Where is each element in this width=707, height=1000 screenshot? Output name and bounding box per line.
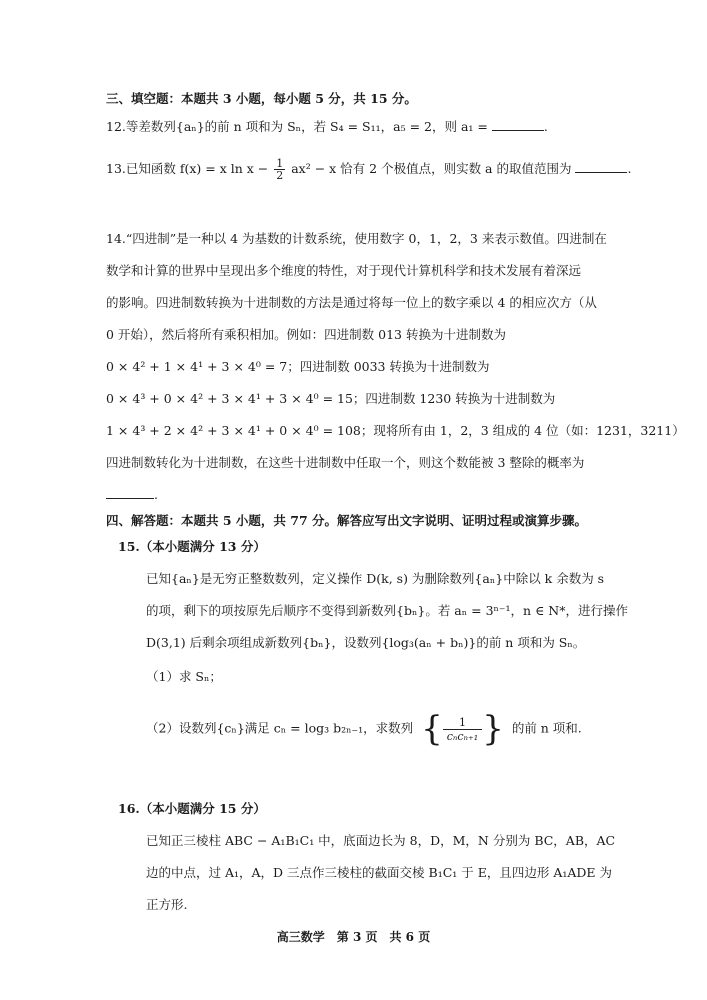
question-15-line-3: D(3,1) 后剩余项组成新数列{bₙ}，设数列{log₃(aₙ + bₙ)}的前 n 项和为 Sₙ。 xyxy=(146,635,586,650)
question-16-line-3: 正方形. xyxy=(146,897,188,912)
question-13: 13.已知函数 f(x) = x ln x − $\frac{1}{2}$ ax² − x 恰有 2 个极值点，则实数 a 的取值范围为 . xyxy=(106,157,632,182)
section-4-heading: 四、解答题：本题共 5 小题，共 77 分。解答应写出文字说明、证明过程或演算步骤。 xyxy=(106,513,588,528)
question-14-line-3: 的影响。四进制数转换为十进制数的方法是通过将每一位上的数字乘以 4 的相应次方（从 xyxy=(106,295,597,310)
answer-blank-14 xyxy=(106,486,154,499)
question-15-title: 15.（本小题满分 13 分） xyxy=(118,539,266,554)
question-16-line-1: 已知正三棱柱 ABC − A₁B₁C₁ 中，底面边长为 8，D，M，N 分别为 BC，AB，AC xyxy=(146,833,616,848)
question-14-line-6: 0 × 4³ + 0 × 4² + 3 × 4¹ + 3 × 4⁰ = 15；四进制数 1230 转换为十进制数为 xyxy=(106,391,556,406)
question-15-part-1: （1）求 Sₙ； xyxy=(146,669,222,684)
question-14-line-1: 14.“四进制”是一种以 4 为基数的计数系统，使用数字 0，1，2，3 来表示数值。四进制在 xyxy=(106,231,607,246)
answer-blank-13 xyxy=(575,160,627,173)
fraction-one-half: $\frac{1}{2}$ xyxy=(276,157,284,182)
question-14-line-4: 0 开始），然后将所有乘积相加。例如：四进制数 013 转换为十进制数为 xyxy=(106,327,506,342)
question-12: 12.等差数列{aₙ}的前 n 项和为 Sₙ，若 S₄ = S₁₁，a₅ = 2，则 a₁ = . xyxy=(106,119,548,134)
question-14-line-5: 0 × 4² + 1 × 4¹ + 3 × 4⁰ = 7；四进制数 0033 转换为十进制数为 xyxy=(106,359,490,374)
question-16-line-2: 边的中点，过 A₁，A，D 三点作三棱柱的截面交棱 B₁C₁ 于 E，且四边形 A₁ADE 为 xyxy=(146,865,613,880)
question-13-tail: ax² − x 恰有 2 个极值点，则实数 a 的取值范围为 xyxy=(291,161,572,176)
question-12-text: 12.等差数列{aₙ}的前 n 项和为 Sₙ，若 S₄ = S₁₁，a₅ = 2，则 a₁ = xyxy=(106,119,488,134)
question-14-line-7: 1 × 4³ + 2 × 4² + 3 × 4¹ + 0 × 4⁰ = 108；现将所有由 1，2，3 组成的 4 位（如：1231，3211） xyxy=(106,423,685,438)
section-3-heading: 三、填空题：本题共 3 小题，每小题 5 分，共 15 分。 xyxy=(106,91,417,106)
answer-blank-12 xyxy=(492,118,544,131)
question-13-lead: 13.已知函数 f(x) = x ln x − xyxy=(106,161,269,176)
question-15-line-2: 的项，剩下的项按原先后顺序不变得到新数列{bₙ}。若 aₙ = 3ⁿ⁻¹，n ∈ N*，进行操作 xyxy=(146,603,628,618)
reciprocal-sequence-fraction: { 1 cₙcₙ₊₁ } xyxy=(421,709,504,749)
question-15-part-2: （2）设数列{cₙ}满足 cₙ = log₃ b₂ₙ₋₁，求数列 { 1 cₙcₙ₊₁ } 的前 n 项和. xyxy=(146,709,582,749)
question-14-line-8: 四进制数转化为十进制数，在这些十进制数中任取一个，则这个数能被 3 整除的概率为 xyxy=(106,455,585,470)
page-footer: 高三数学 第 3 页 共 6 页 xyxy=(276,930,431,944)
question-14-line-9: . xyxy=(106,486,158,504)
question-15-line-1: 已知{aₙ}是无穷正整数数列，定义操作 D(k, s) 为删除数列{aₙ}中除以 k 余数为 s xyxy=(146,571,605,586)
question-16-title: 16.（本小题满分 15 分） xyxy=(118,801,266,816)
question-14-line-2: 数学和计算的世界中呈现出多个维度的特性，对于现代计算机科学和技术发展有着深远 xyxy=(106,263,582,278)
